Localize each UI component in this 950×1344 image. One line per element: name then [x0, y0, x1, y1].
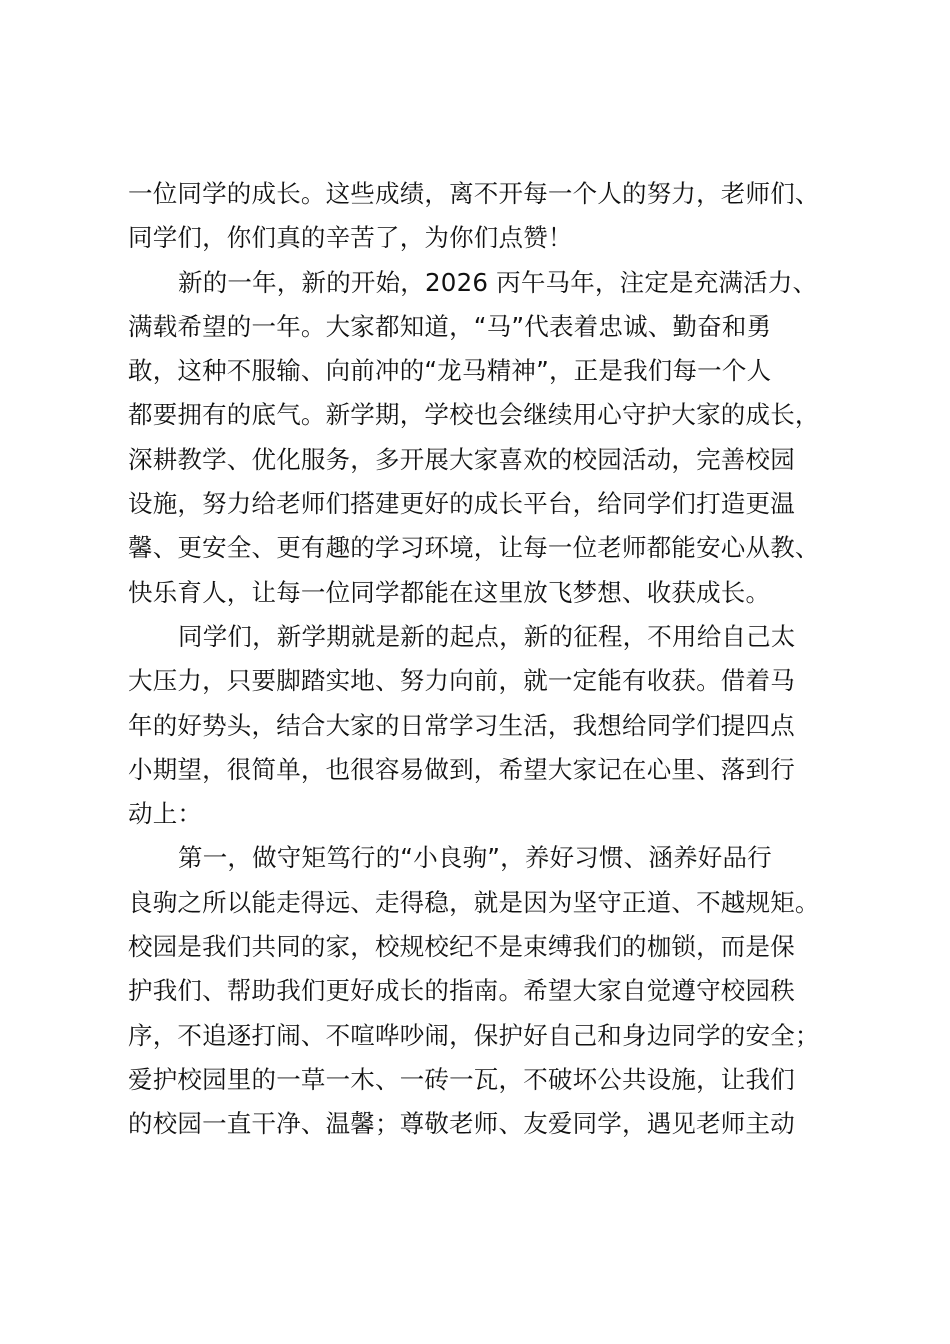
text-line: 同学们，你们真的辛苦了，为你们点赞！ — [128, 223, 573, 253]
text-line: 馨、更安全、更有趣的学习环境，让每一位老师都能安心从教、 — [128, 533, 820, 563]
text-line: 良驹之所以能走得远、走得稳，就是因为坚守正道、不越规矩。 — [128, 887, 820, 917]
text-line: 快乐育人，让每一位同学都能在这里放飞梦想、收获成长。 — [128, 577, 771, 607]
text-line: 满载希望的一年。大家都知道，“马”代表着忠诚、勤奋和勇 — [128, 311, 772, 341]
text-line: 爱护校园里的一草一木、一砖一瓦，不破坏公共设施，让我们 — [128, 1064, 795, 1094]
text-line: 小期望，很简单，也很容易做到，希望大家记在心里、落到行 — [128, 754, 795, 784]
text-line: 校园是我们共同的家，校规校纪不是束缚我们的枷锁，而是保 — [128, 932, 795, 962]
paragraph-start-line: 同学们，新学期就是新的起点，新的征程，不用给自己太 — [178, 621, 796, 651]
text-line: 的校园一直干净、温馨；尊敬老师、友爱同学，遇见老师主动 — [128, 1109, 795, 1139]
text-line: 深耕教学、优化服务，多开展大家喜欢的校园活动，完善校园 — [128, 444, 795, 474]
section-heading-line: 第一，做守矩笃行的“小良驹”，养好习惯、涵养好品行 — [178, 843, 772, 873]
text-line: 一位同学的成长。这些成绩，离不开每一个人的努力，老师们、 — [128, 179, 820, 208]
text-line: 护我们、帮助我们更好成长的指南。希望大家自觉遵守校园秩 — [128, 976, 795, 1006]
paragraph-start-line: 新的一年，新的开始，2026 丙午马年，注定是充满活力、 — [178, 267, 818, 297]
text-line: 敢，这种不服输、向前冲的“龙马精神”，正是我们每一个人 — [128, 356, 772, 386]
text-line: 年的好势头，结合大家的日常学习生活，我想给同学们提四点 — [128, 710, 795, 740]
body-text — [128, 172, 868, 1147]
text-line: 序，不追逐打闹、不喧哗吵闹，保护好自己和身边同学的安全； — [128, 1020, 820, 1050]
text-line: 大压力，只要脚踏实地、努力向前，就一定能有收获。借着马 — [128, 666, 795, 696]
text-line: 动上： — [128, 799, 203, 829]
text-line: 都要拥有的底气。新学期，学校也会继续用心守护大家的成长， — [128, 400, 820, 430]
text-line: 设施，努力给老师们搭建更好的成长平台，给同学们打造更温 — [128, 489, 795, 519]
